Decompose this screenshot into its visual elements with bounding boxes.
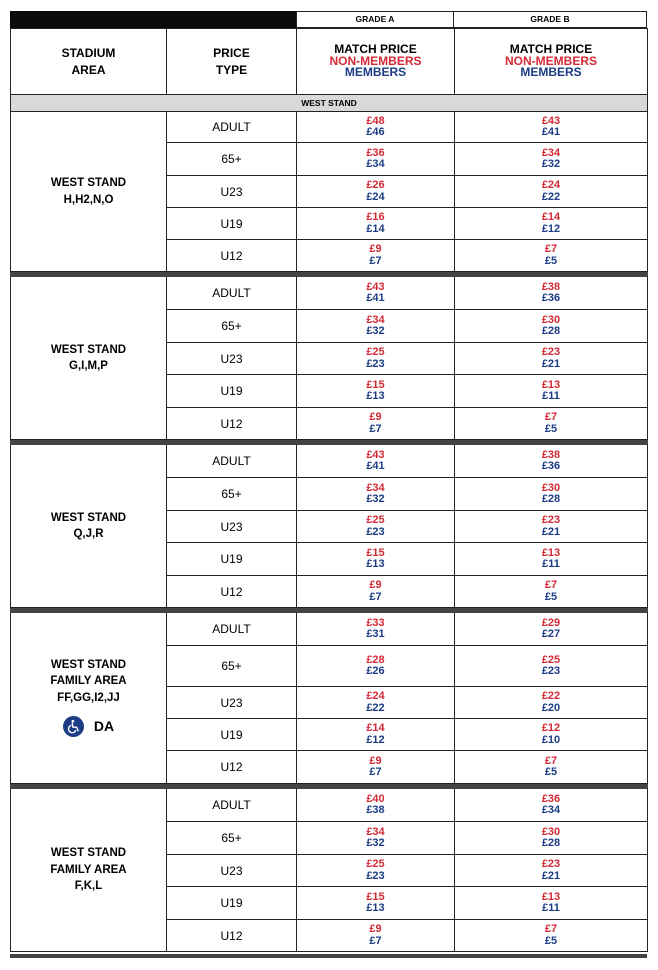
grade-a-price-cell [297, 511, 455, 543]
grade-a-price-cell [297, 240, 455, 272]
grade-b-price-cell [455, 343, 648, 375]
non-member-price: £36 [366, 146, 385, 159]
grade-a-price-cell [297, 408, 455, 440]
stadium-area-area-line1: WEST STAND [50, 511, 127, 524]
price-type-cell: U12 [167, 576, 297, 608]
grade-b-price-cell [455, 751, 648, 784]
grade-a-price-cell [297, 543, 455, 576]
grade-a-price-cell [297, 855, 455, 887]
member-price: £22 [541, 190, 561, 203]
price-table [10, 28, 648, 952]
member-price: £41 [366, 460, 385, 472]
non-member-price: £43 [366, 280, 385, 293]
stadium-area-area-line1: WEST STAND [50, 343, 127, 356]
member-price: £26 [366, 665, 385, 677]
member-price: £34 [541, 804, 561, 816]
grade-a-price-cell [297, 143, 455, 176]
grade-a-price-cell [297, 920, 455, 952]
grade-a-price-cell [297, 277, 455, 310]
member-price: £14 [366, 222, 385, 235]
grade-b-price-cell [455, 310, 648, 343]
non-member-price: £7 [544, 411, 558, 423]
price-type-cell: ADULT [167, 277, 297, 310]
stadium-area-area-line1: WEST STAND [50, 177, 127, 189]
non-member-price: £23 [541, 346, 561, 358]
grade-b-price-cell [455, 855, 648, 887]
non-member-price: £9 [369, 754, 382, 767]
non-member-price: £25 [366, 514, 385, 526]
non-member-price: £7 [544, 754, 558, 767]
match-price-label: MATCH PRICE [334, 42, 417, 57]
price-type-cell: ADULT [167, 445, 297, 478]
member-price: £32 [366, 837, 385, 849]
member-price: £23 [541, 665, 561, 677]
non-member-price: £16 [366, 211, 385, 223]
member-price: £12 [366, 733, 385, 746]
price-type-cell: ADULT [167, 789, 297, 822]
member-price: £32 [366, 493, 385, 505]
non-member-price: £7 [544, 243, 558, 255]
member-price: £27 [541, 628, 561, 640]
grade-a-price-cell [297, 789, 455, 822]
grade-a-price-cell [297, 646, 455, 687]
grade-b-price-cell [455, 887, 648, 920]
non-member-price: £14 [541, 211, 561, 223]
member-price: £28 [541, 837, 561, 849]
non-members-label: NON-MEMBERS [505, 53, 597, 68]
member-price: £13 [366, 390, 385, 402]
member-price: £36 [541, 292, 561, 304]
member-price: £28 [541, 325, 561, 337]
column-header-area [11, 29, 167, 95]
stadium-area-area-line2: H,H2,N,O [63, 193, 114, 206]
non-member-price: £25 [366, 346, 385, 358]
grade-b-price-cell [455, 646, 648, 687]
non-member-price: £43 [541, 114, 561, 127]
price-type-cell: U19 [167, 887, 297, 920]
member-price: £5 [544, 766, 558, 778]
member-price: £5 [544, 934, 558, 947]
member-price: £23 [366, 869, 385, 882]
grade-b-price-cell [455, 208, 648, 240]
grade-b-price-cell [455, 445, 648, 478]
grade-a-price-cell [297, 343, 455, 375]
grade-b-price-cell [455, 143, 648, 176]
column-header-type [167, 29, 297, 95]
grade-b-price-cell [455, 719, 648, 751]
grade-b-price-cell [455, 112, 648, 143]
price-type-cell: 65+ [167, 478, 297, 511]
grade-a-price-cell [297, 310, 455, 343]
table-row [11, 445, 648, 478]
non-member-price: £24 [366, 690, 385, 702]
non-member-price: £34 [541, 146, 561, 159]
member-price: £13 [366, 558, 385, 570]
member-price: £31 [366, 628, 385, 640]
non-member-price: £9 [369, 579, 382, 591]
grade-a-price-cell [297, 719, 455, 751]
price-type-cell: 65+ [167, 310, 297, 343]
grade-b-price-cell [455, 176, 648, 208]
table-row [11, 277, 648, 310]
non-member-price: £9 [369, 411, 382, 423]
stadium-area-area-line2: Q,J,R [73, 528, 104, 540]
member-price: £11 [542, 390, 560, 402]
member-price: £5 [544, 590, 558, 603]
non-member-price: £23 [541, 858, 561, 870]
price-type-cell: U19 [167, 208, 297, 240]
price-type-cell: ADULT [167, 112, 297, 143]
stadium-area-area-line2: G,I,M,P [69, 360, 108, 372]
column-header-type-line1: PRICE [213, 45, 250, 60]
non-member-price: £7 [544, 579, 558, 591]
price-type-cell: U12 [167, 920, 297, 952]
grade-a-price-cell [297, 112, 455, 143]
grade-b-price-cell [455, 576, 648, 608]
grade-b-price-cell [455, 277, 648, 310]
member-price: £20 [541, 701, 561, 714]
member-price: £38 [366, 804, 385, 816]
grade-b-price-cell [455, 822, 648, 855]
table-row [11, 613, 648, 646]
stadium-area-area-line2: FAMILY AREA [50, 675, 127, 687]
member-price: £7 [369, 766, 382, 778]
non-member-price: £13 [541, 546, 561, 559]
non-member-price: £38 [541, 448, 561, 461]
member-price: £46 [366, 126, 385, 138]
member-price: £34 [366, 158, 385, 170]
stadium-area-cell [11, 613, 167, 784]
grade-b-price-cell [455, 478, 648, 511]
member-price: £7 [369, 590, 382, 603]
member-price: £21 [541, 525, 561, 538]
header-black-bar [10, 11, 296, 28]
stadium-area-area-line1: WEST STAND [50, 658, 127, 671]
non-member-price: £26 [366, 179, 385, 191]
member-price: £11 [542, 558, 560, 570]
grade-a-price-cell [297, 176, 455, 208]
grade-b-label: GRADE B [454, 11, 647, 28]
stadium-area-cell [11, 789, 167, 952]
price-type-cell: 65+ [167, 822, 297, 855]
member-price: £5 [544, 254, 558, 267]
non-member-price: £43 [366, 448, 385, 461]
column-header-grade-a-price [297, 29, 455, 95]
member-price: £7 [369, 934, 382, 947]
column-header-grade-b-price [455, 29, 648, 95]
non-member-price: £40 [366, 792, 385, 805]
non-members-label: NON-MEMBERS [329, 53, 422, 68]
table-row [11, 112, 648, 143]
member-price: £7 [369, 422, 382, 435]
member-price: £21 [541, 357, 561, 370]
member-price: £41 [366, 292, 385, 304]
non-member-price: £15 [366, 890, 385, 903]
non-member-price: £25 [541, 653, 561, 666]
price-table-wrapper [10, 11, 647, 952]
stadium-area-area-line3: FF,GG,I2,JJ [57, 691, 120, 704]
grade-a-price-cell [297, 751, 455, 784]
member-price: £5 [544, 422, 558, 435]
grade-b-price-cell [455, 920, 648, 952]
grade-a-price-cell [297, 576, 455, 608]
stadium-area-area-line1: WEST STAND [50, 847, 127, 860]
member-price: £7 [369, 254, 382, 267]
price-type-cell: U12 [167, 751, 297, 784]
non-member-price: £34 [366, 825, 385, 838]
grade-b-price-cell [455, 543, 648, 576]
wheelchair-icon [63, 716, 84, 737]
table-row [11, 789, 648, 822]
non-member-price: £23 [541, 514, 561, 526]
non-member-price: £14 [366, 722, 385, 734]
non-member-price: £15 [366, 378, 385, 391]
price-type-cell: U23 [167, 855, 297, 887]
member-price: £12 [541, 222, 561, 235]
non-member-price: £30 [541, 825, 561, 838]
stadium-area-cell [11, 112, 167, 272]
members-label: MEMBERS [520, 65, 582, 80]
non-member-price: £34 [366, 481, 385, 494]
price-type-cell: U23 [167, 176, 297, 208]
member-price: £11 [542, 902, 560, 914]
grade-b-price-cell [455, 375, 648, 408]
grade-b-price-cell [455, 240, 648, 272]
non-member-price: £22 [541, 690, 561, 702]
grade-a-price-cell [297, 887, 455, 920]
price-type-cell: U23 [167, 511, 297, 543]
non-member-price: £9 [369, 243, 382, 255]
stadium-area-area-line3: F,K,L [74, 880, 103, 893]
section-band: WEST STAND [11, 95, 648, 112]
price-type-cell: U19 [167, 375, 297, 408]
price-type-cell: U19 [167, 719, 297, 751]
column-header-row [11, 29, 648, 95]
non-member-price: £13 [541, 890, 561, 903]
grade-a-price-cell [297, 375, 455, 408]
grade-header-row [10, 11, 647, 28]
non-member-price: £9 [369, 923, 382, 935]
grade-b-price-cell [455, 613, 648, 646]
member-price: £32 [541, 158, 561, 170]
member-price: £23 [366, 525, 385, 538]
non-member-price: £25 [366, 858, 385, 870]
non-member-price: £48 [366, 114, 385, 127]
price-type-cell: U12 [167, 408, 297, 440]
member-price: £36 [541, 460, 561, 472]
member-price: £21 [541, 869, 561, 882]
member-price: £32 [366, 325, 385, 337]
stadium-area-cell [11, 445, 167, 608]
member-price: £23 [366, 357, 385, 370]
grade-a-price-cell [297, 208, 455, 240]
disabled-access-badge [63, 716, 114, 737]
grade-b-price-cell [455, 687, 648, 719]
non-member-price: £30 [541, 313, 561, 326]
non-member-price: £36 [541, 792, 561, 805]
price-type-cell: U23 [167, 687, 297, 719]
price-type-cell: 65+ [167, 143, 297, 176]
grade-a-price-cell [297, 613, 455, 646]
grade-b-price-cell [455, 408, 648, 440]
grade-a-price-cell [297, 478, 455, 511]
member-price: £41 [541, 126, 561, 138]
non-member-price: £24 [541, 179, 561, 191]
stadium-area-area-line2: FAMILY AREA [50, 863, 127, 876]
price-type-cell: U19 [167, 543, 297, 576]
grade-b-price-cell [455, 511, 648, 543]
member-price: £22 [366, 701, 385, 714]
column-header-area-line2: AREA [71, 62, 106, 77]
member-price: £13 [366, 902, 385, 914]
disabled-access-label: DA [93, 718, 115, 735]
price-type-cell: ADULT [167, 613, 297, 646]
non-member-price: £15 [366, 546, 385, 559]
price-type-cell: U23 [167, 343, 297, 375]
member-price: £28 [541, 493, 561, 505]
member-price: £10 [541, 733, 561, 746]
non-member-price: £34 [366, 313, 385, 326]
non-member-price: £33 [366, 616, 385, 629]
grade-a-price-cell [297, 445, 455, 478]
match-price-label: MATCH PRICE [509, 42, 593, 57]
price-type-cell: U12 [167, 240, 297, 272]
non-member-price: £13 [541, 378, 561, 391]
non-member-price: £38 [541, 280, 561, 293]
members-label: MEMBERS [344, 65, 407, 80]
grade-a-label: GRADE A [296, 11, 454, 28]
non-member-price: £30 [541, 481, 561, 494]
table-bottom-bar [10, 954, 647, 958]
non-member-price: £28 [366, 653, 385, 666]
member-price: £24 [366, 190, 385, 203]
non-member-price: £12 [541, 722, 561, 734]
grade-a-price-cell [297, 822, 455, 855]
non-member-price: £29 [541, 616, 561, 629]
column-header-type-line2: TYPE [215, 62, 248, 77]
stadium-area-cell [11, 277, 167, 440]
column-header-area-line1: STADIUM [61, 45, 116, 60]
grade-a-price-cell [297, 687, 455, 719]
section-band-row [11, 95, 648, 112]
price-type-cell: 65+ [167, 646, 297, 687]
grade-b-price-cell [455, 789, 648, 822]
non-member-price: £7 [544, 923, 558, 935]
